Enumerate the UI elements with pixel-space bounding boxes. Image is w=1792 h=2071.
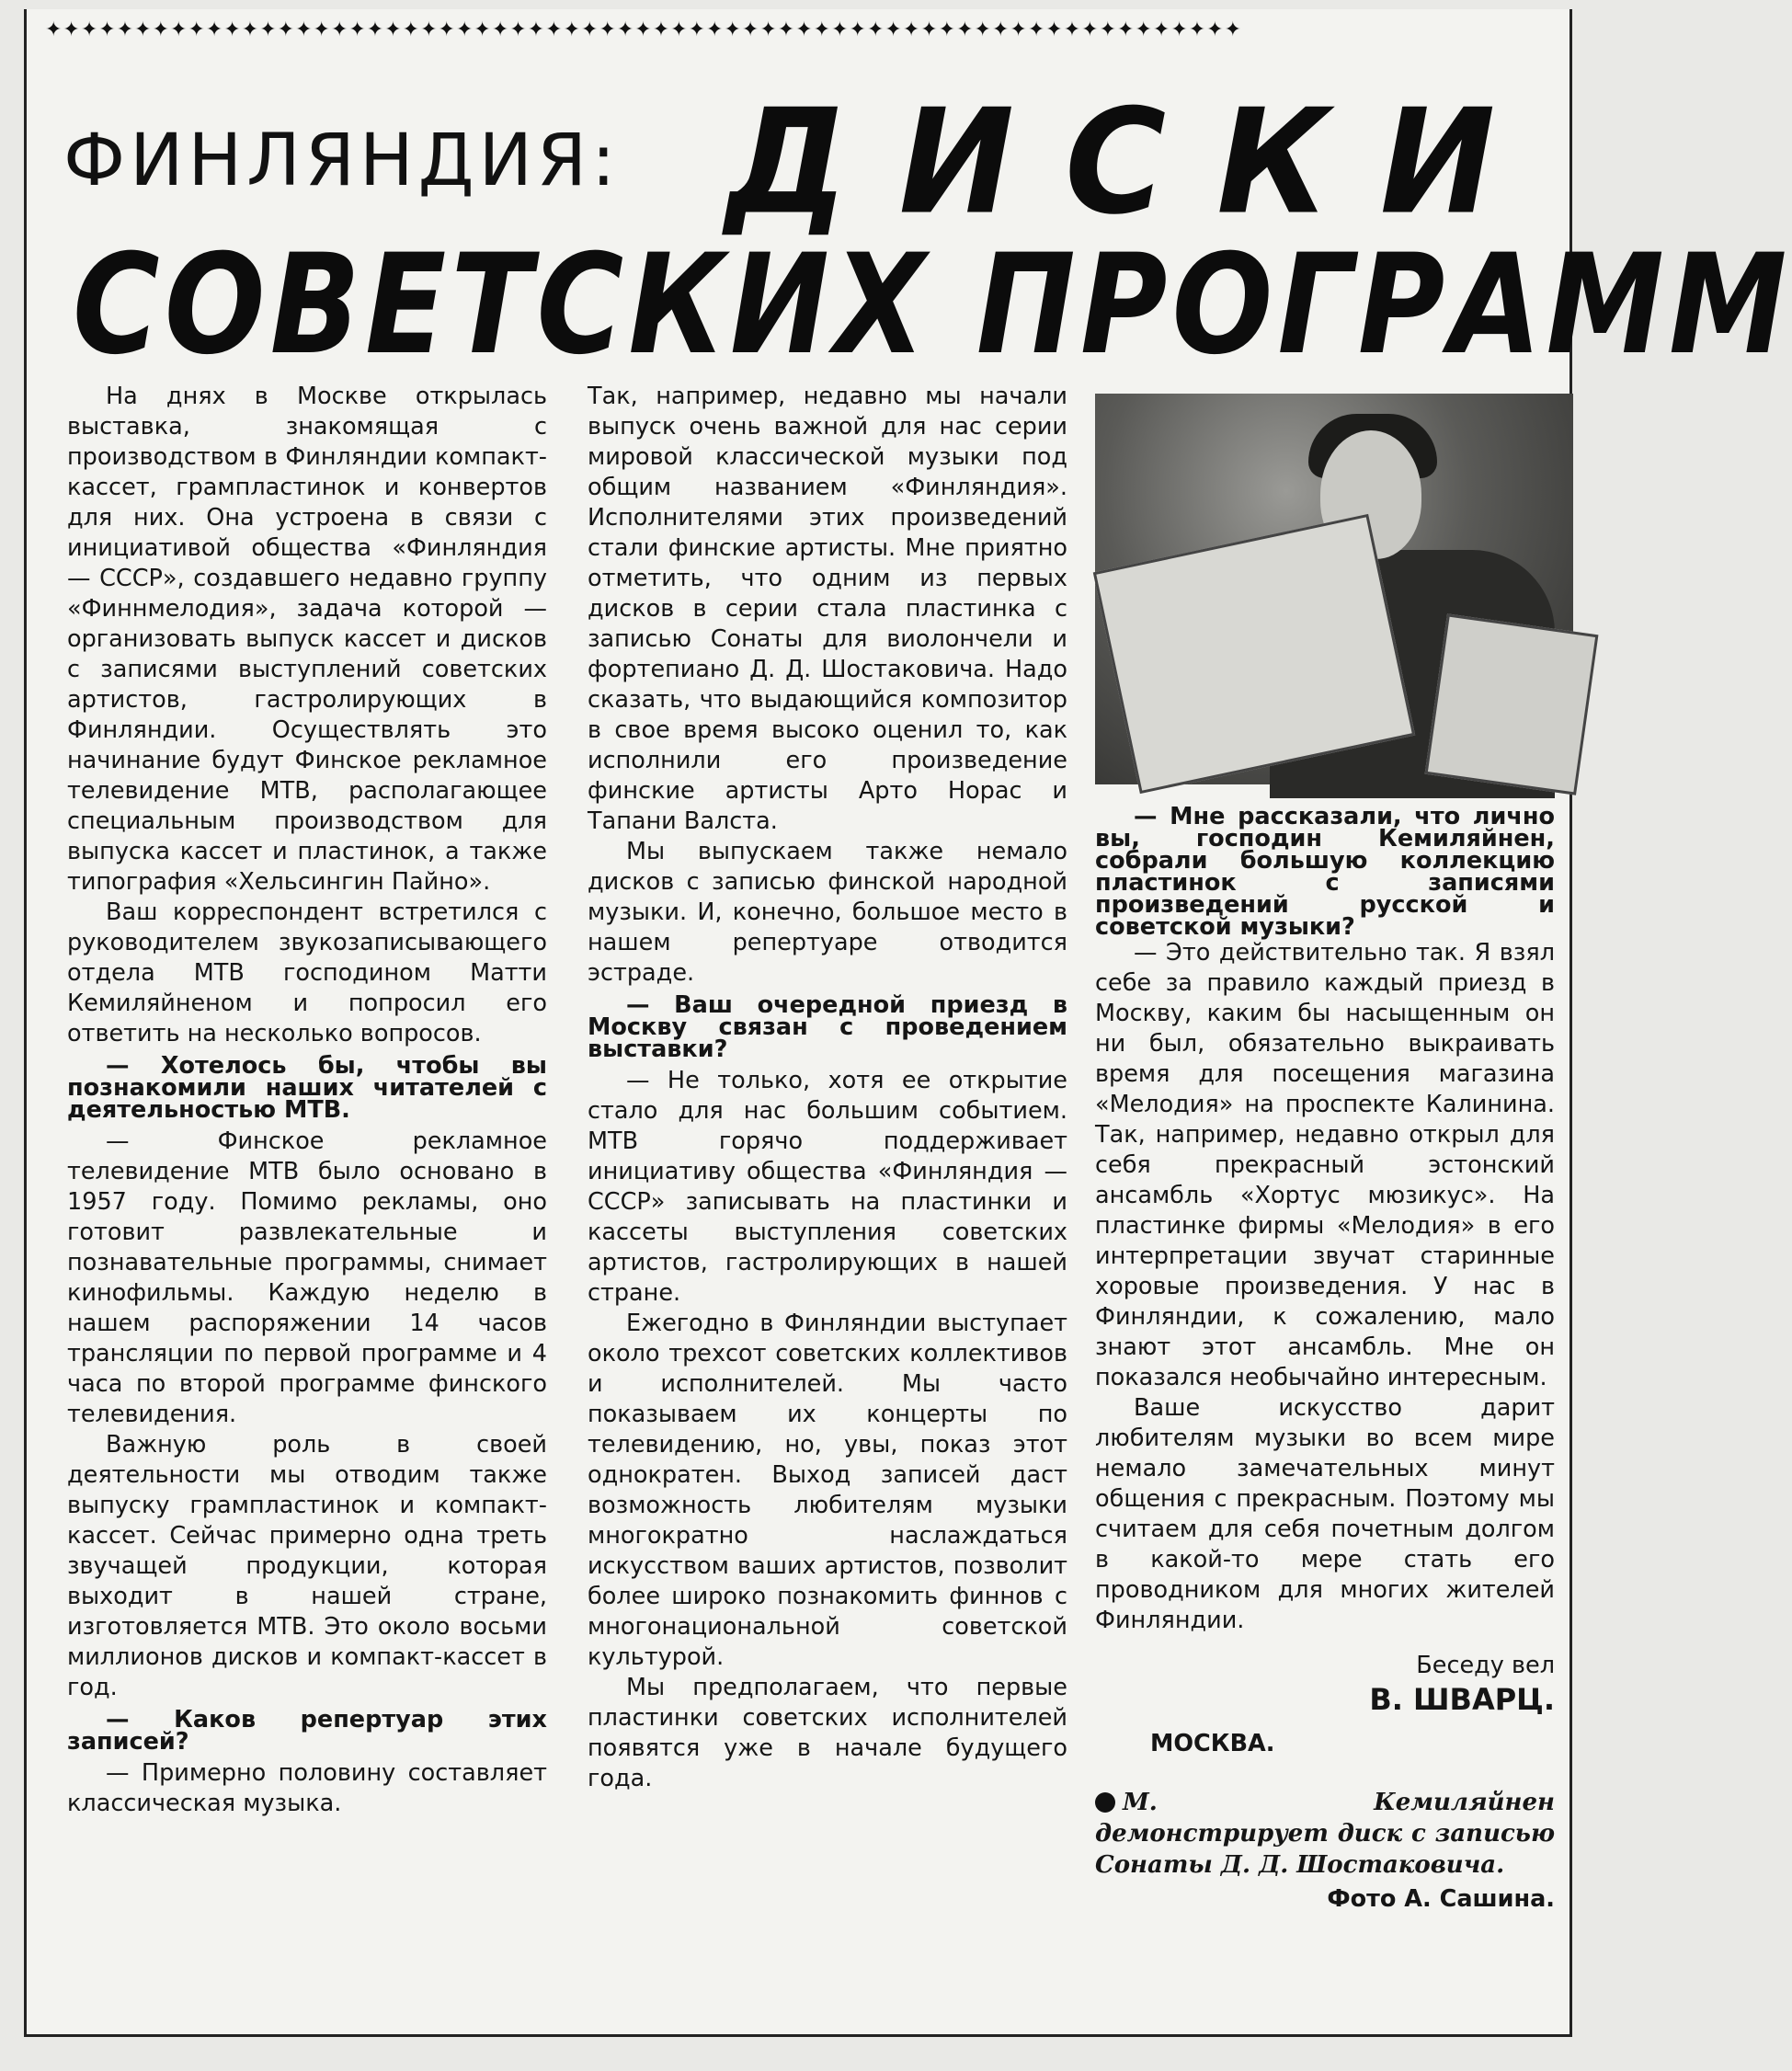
paragraph: — Примерно половину составляет классическая музыка.	[67, 1759, 547, 1817]
paragraph: На днях в Москве открылась выставка, знакомящая с производством в Финляндии компакт-кассет, грампластинок и конвертов для них. Она устроена в связи с инициативой общества «Финляндия — СССР», создавшего недавно группу «Финнмелодия», задача которой — организовать выпуск кассет и дисков с записями выступлений советских артистов, гастролирующих в Финляндии. Осуществлять это начинание будут Финское рекламное телевидение МТВ, располагающее специальным производством для выпуска кассет и пластинок, а также типография «Хельсингин Пайно».	[67, 383, 547, 896]
bottom-border	[27, 2034, 1569, 2037]
newspaper-clipping	[24, 9, 1792, 2037]
paragraph: Ежегодно в Финляндии выступает около трехсот советских коллективов и исполнителей. Мы часто показываем их концерты по телевидению, но, увы, показ этот однократен. Выход записей даст возможность любителям музыки многократно наслаждаться искусством ваших артистов, позволит более широко познакомить финнов с многонациональной советской культурой.	[588, 1310, 1067, 1671]
headline-block	[63, 78, 1792, 385]
article-column-2	[588, 382, 1067, 1794]
paragraph: Ваше искусство дарит любителям музыки во всем мире немало замечательных минут общения с прекрасным. Поэтому мы считаем для себя почетным долгом в какой-то мере стать его проводником для многих жителей Финляндии.	[1095, 1394, 1555, 1634]
decorative-top-border: ✦✦✦✦✦✦✦✦✦✦✦✦✦✦✦✦✦✦✦✦✦✦✦✦✦✦✦✦✦✦✦✦✦✦✦✦✦✦✦✦✦✦✦✦✦✦✦✦✦✦✦✦✦✦✦✦✦✦✦✦✦✦✦✦✦✦✦	[45, 18, 1243, 41]
paragraph: Ваш корреспондент встретился с руководителем звукозаписывающего отдела МТВ господином Матти Кемиляйненом и попросил его ответить на несколько вопросов.	[67, 898, 547, 1047]
article-column-1	[67, 382, 547, 1819]
paragraph: Важную роль в своей деятельности мы отводим также выпуску грампластинок и компакт-кассет. Сейчас примерно одна треть звучащей продукции, которая выходит в нашей стране, изготовляется МТВ. Это около восьми миллионов дисков и компакт-кассет в год.	[67, 1431, 547, 1701]
headline-line-1: ДИСКИ	[725, 78, 1547, 247]
article-column-3	[1095, 394, 1555, 1915]
paragraph: — Финское рекламное телевидение МТВ было основано в 1957 году. Помимо рекламы, оно готовит развлекательные и познавательные программы, снимает кинофильмы. Каждую неделю в нашем распоряжении 14 часов трансляции по первой программе и 4 часа по второй программе финского телевидения.	[67, 1127, 547, 1428]
interview-question: — Мне рассказали, что лично вы, господин Кемиляйнен, собрали большую коллекцию пластинок с записями произведений русской и советской музыки?	[1095, 803, 1555, 941]
bullet-icon	[1095, 1792, 1115, 1813]
interview-question: — Хотелось бы, чтобы вы познакомили наших читателей с деятельностью МТВ.	[67, 1052, 547, 1124]
signature-prefix: Беседу вел	[1416, 1652, 1555, 1679]
interview-question: — Каков репертуар этих записей?	[67, 1706, 547, 1756]
photo-credit: Фото А. Сашина.	[1327, 1885, 1555, 1913]
paragraph: Так, например, недавно мы начали выпуск очень важной для нас серии мировой классической музыки под общим названием «Финляндия». Исполнителями этих произведений стали финские артисты. Мне приятно отметить, что одним из первых дисков в серии стала пластинка с записью Сонаты для виолончели и фортепиано Д. Д. Шостаковича. Надо сказать, что выдающийся композитор в свое время высоко оценил то, как исполнили его произведение финские артисты Арто Норас и Тапани Валста.	[588, 383, 1067, 835]
headline-line-2: СОВЕТСКИХ ПРОГРАММ	[73, 225, 1792, 385]
author-signature: В. ШВАРЦ.	[1369, 1682, 1555, 1717]
paragraph: Мы выпускаем также немало дисков с записью финской народной музыки. И, конечно, большое место в нашем репертуаре отводится эстраде.	[588, 838, 1067, 987]
headline-kicker: ФИНЛЯНДИЯ:	[63, 120, 621, 202]
paragraph: Мы предполагаем, что первые пластинки советских исполнителей появятся уже в начале будущего года.	[588, 1674, 1067, 1792]
photo-caption	[1095, 1787, 1555, 1881]
photo-caption-text: М. Кемиляйнен демонстрирует диск с записью Сонаты Д. Д. Шостаковича.	[1095, 1789, 1555, 1879]
paragraph: — Не только, хотя ее открытие стало для нас большим событием. МТВ горячо поддерживает инициативу общества «Финляндия — СССР» записывать на пластинки и кассеты выступления советских артистов, гастролирующих в нашей стране.	[588, 1067, 1067, 1307]
interview-question: — Ваш очередной приезд в Москву связан с проведением выставки?	[588, 991, 1067, 1063]
dateline-city: МОСКВА.	[1150, 1730, 1275, 1757]
paragraph: — Это действительно так. Я взял себе за правило каждый приезд в Москву, каким бы насыщенным он ни был, обязательно выкраивать время для посещения магазина «Мелодия» на проспекте Калинина. Так, например, недавно открыл для себя прекрасный эстонский ансамбль «Хортус мюзикус». На пластинке фирмы «Мелодия» в его интерпретации звучат старинные хоровые произведения. У нас в Финляндии, к сожалению, мало знают этот ансамбль. Мне он показался необычайно интересным.	[1095, 939, 1555, 1391]
